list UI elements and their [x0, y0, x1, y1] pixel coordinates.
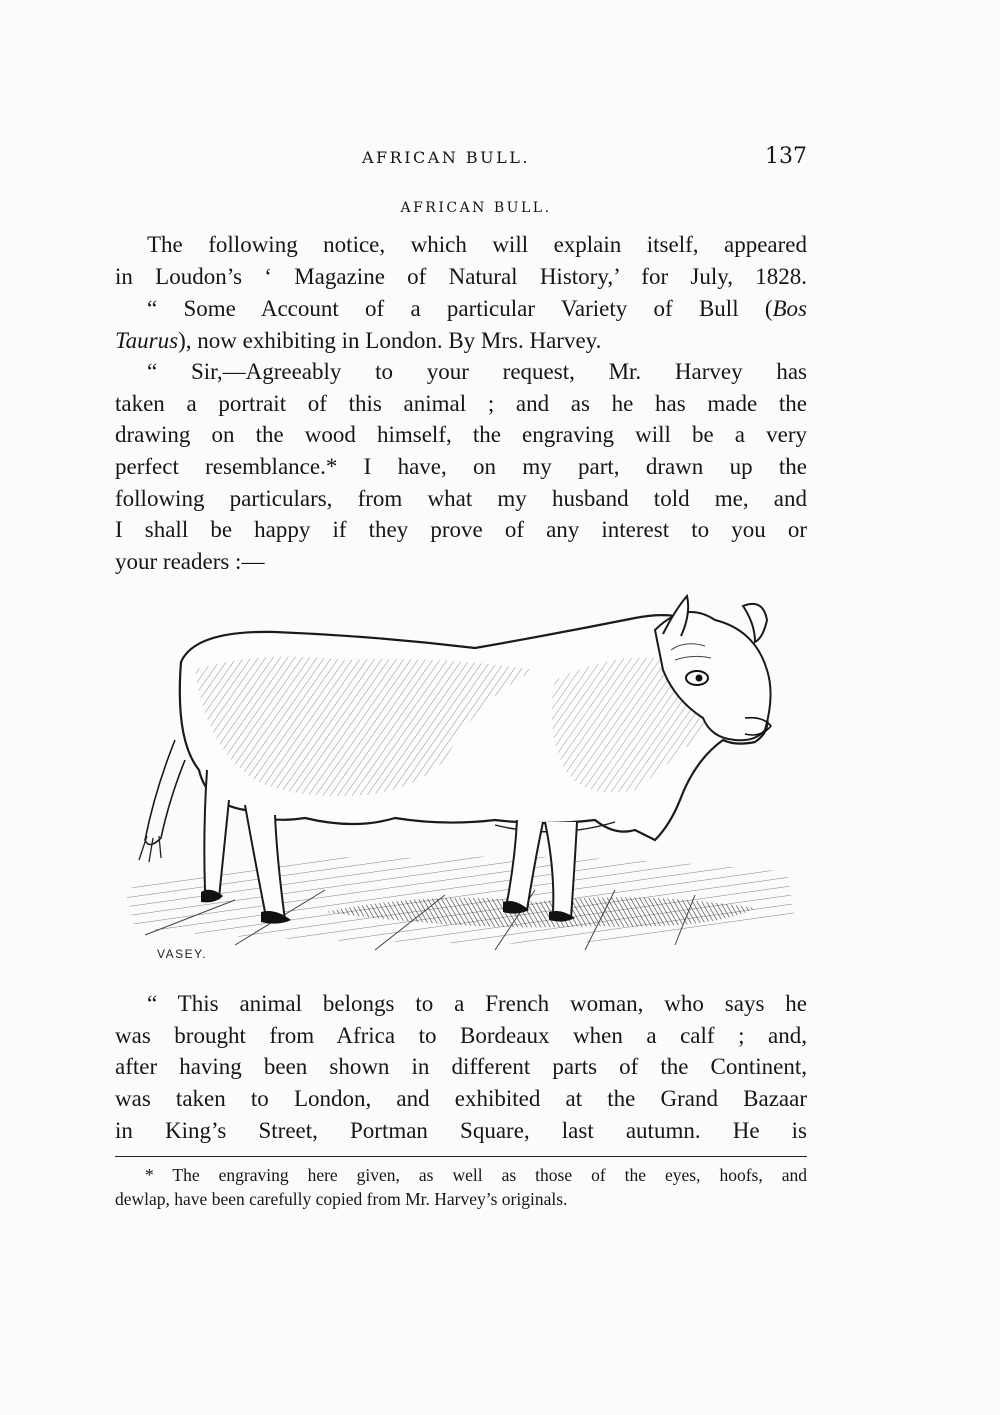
footnote-line: * The engraving here given, as well as those of the eyes, hoofs, and: [145, 1165, 807, 1185]
text-line: “ This animal belongs to a French woman, who says he: [147, 991, 807, 1016]
italic-text: Bos: [772, 296, 807, 321]
text-line: The following notice, which will explain itself, appeared: [147, 232, 807, 257]
text-line: [115, 293, 807, 325]
paragraph-intro: [115, 229, 807, 292]
footnote: [115, 1163, 807, 1211]
bull-engraving-svg: [115, 590, 807, 970]
text-line: your readers :—: [115, 549, 265, 575]
text-line: in King’s Street, Portman Square, last autumn. He is: [115, 1117, 807, 1143]
text-line: after having been shown in different parts of the Continent,: [115, 1054, 807, 1080]
engraver-signature: VASEY.: [157, 947, 207, 961]
ground-shading: [125, 857, 795, 950]
text-line: I shall be happy if they prove of any interest to you or: [115, 517, 807, 543]
text-line: following particulars, from what my husband told me, and: [115, 485, 807, 511]
text-line: was brought from Africa to Bordeaux when a calf ; and,: [115, 1022, 807, 1048]
text-run: ), now exhibiting in London. By Mrs. Harvey.: [178, 327, 602, 353]
paragraph-animal-history: [115, 988, 807, 1146]
text-run: “ Some Account of a particular Variety of Bull (: [147, 296, 773, 321]
text-line: in Loudon’s ‘ Magazine of Natural History,’ for July, 1828.: [115, 263, 807, 289]
text-line: [115, 325, 807, 357]
text-line: drawing on the wood himself, the engraving will be a very: [115, 422, 807, 448]
text-line: taken a portrait of this animal ; and as he has made the: [115, 390, 807, 416]
text-line: “ Sir,—Agreeably to your request, Mr. Harvey has: [147, 359, 807, 384]
page-number: 137: [765, 144, 807, 169]
italic-text: Taurus: [115, 327, 179, 353]
text-line: perfect resemblance.* I have, on my part, drawn up the: [115, 454, 807, 480]
footnote-line: dewlap, have been carefully copied from Mr. Harvey’s originals.: [115, 1189, 568, 1209]
running-head: [115, 144, 807, 174]
bull-engraving-illustration: [115, 590, 807, 970]
footnote-divider: [115, 1156, 807, 1157]
text-line: was taken to London, and exhibited at the Grand Bazaar: [115, 1086, 807, 1112]
section-title: AFRICAN BULL.: [400, 200, 552, 216]
paragraph-letter-start: [115, 356, 807, 578]
paragraph-account-title: [115, 293, 807, 356]
running-title: AFRICAN BULL.: [362, 148, 530, 167]
